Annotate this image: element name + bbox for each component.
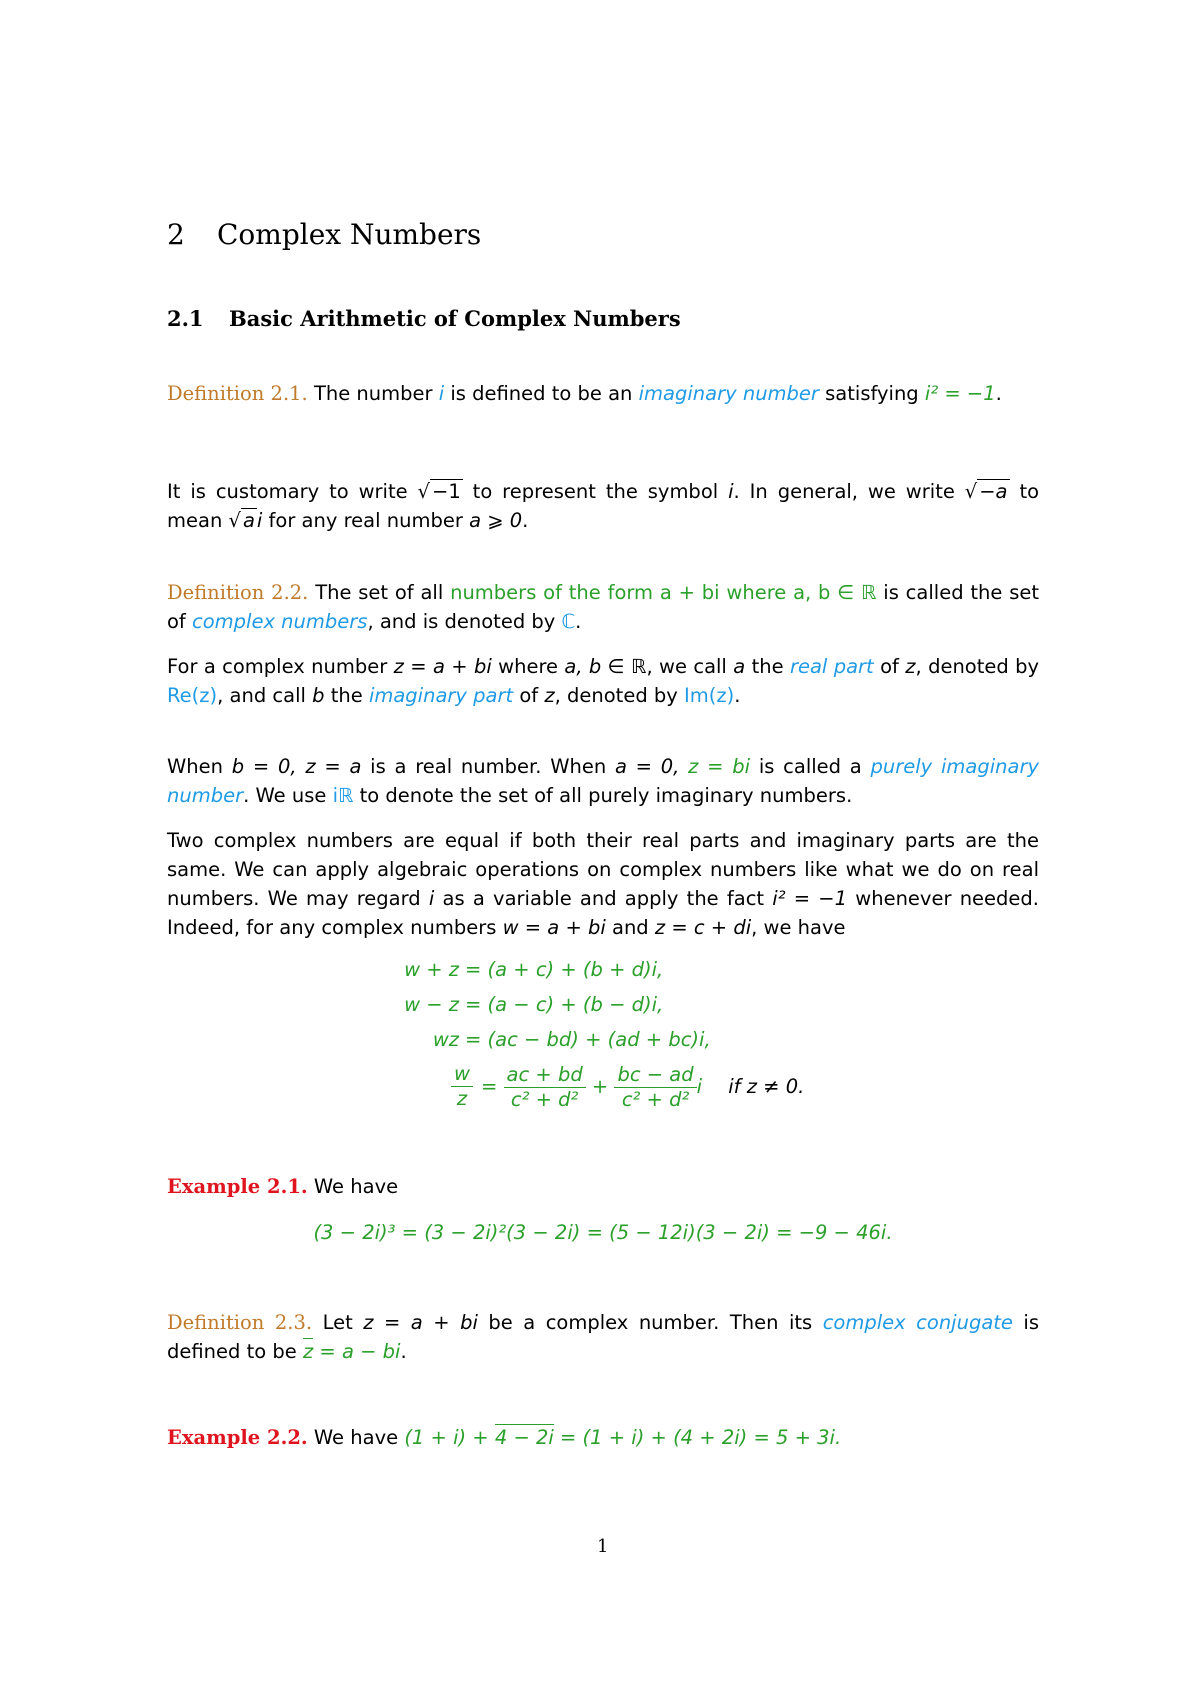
definition-2-1	[167, 379, 1039, 408]
radical-a-i: √ a i	[228, 509, 263, 532]
notation-re: Re(z)	[167, 684, 218, 707]
example-heading: Example 2.2.	[167, 1426, 308, 1449]
equation: = a − bi	[319, 1340, 401, 1363]
radicand: −1	[431, 480, 461, 503]
math: z = a + bi	[393, 655, 492, 678]
term-real-part: real part	[789, 655, 874, 678]
conjugate-z: z	[302, 1340, 314, 1363]
radicand: −a	[979, 480, 1008, 503]
text: .	[575, 610, 582, 633]
text: where	[498, 655, 559, 678]
symbol-imaginary-set: iℝ	[332, 784, 354, 807]
text: , and is denoted by	[367, 610, 556, 633]
fraction-numerator: bc − ad	[614, 1063, 696, 1088]
text: When	[167, 755, 223, 778]
radicand: a	[242, 509, 255, 532]
text: to mean	[167, 480, 1040, 532]
text: . In general, we write	[733, 480, 955, 503]
text: is a real number. When	[370, 755, 607, 778]
text: It is customary to write	[167, 480, 408, 503]
equation-lhs: w + z	[404, 958, 459, 981]
text: is called the set of	[167, 581, 1039, 633]
example-2-1	[167, 1172, 1039, 1201]
text: The set of all	[315, 581, 444, 604]
math: i² = −1	[772, 887, 848, 910]
fraction-numerator: ac + bd	[504, 1063, 586, 1088]
subsection-number: 2.1	[167, 306, 204, 331]
text: We have	[313, 1175, 399, 1198]
text: , denoted by	[915, 655, 1040, 678]
symbol-i: i	[438, 382, 445, 405]
text: satisfying	[825, 382, 919, 405]
fraction-numerator: w	[451, 1062, 473, 1087]
subsection-title: Basic Arithmetic of Complex Numbers	[229, 306, 681, 331]
math: z	[544, 684, 555, 707]
equation-quotient-lhs	[451, 1062, 473, 1111]
paragraph-real-imaginary-part	[167, 652, 1039, 710]
equation-rhs: = (a + c) + (b + d)i,	[465, 958, 664, 981]
math: b = 0, z = a	[231, 755, 362, 778]
equation-rhs: = (a − c) + (b − d)i,	[465, 993, 664, 1016]
text: , we have	[751, 916, 846, 939]
fraction-denominator: c² + d²	[621, 1088, 690, 1111]
term-complex-conjugate: complex conjugate	[822, 1311, 1013, 1334]
equation-part: = (1 + i) + (4 + 2i) = 5 + 3i.	[560, 1426, 842, 1449]
text: Two complex numbers are equal if both their real parts and imaginary parts are the same. We can apply algebraic operations on complex numbers like what we do on real numbers. We may regard	[167, 829, 1039, 910]
highlight-form: numbers of the form a + bi where a, b ∈ ℝ	[450, 581, 877, 604]
text: of	[519, 684, 539, 707]
text: We have	[313, 1426, 399, 1449]
math: a	[733, 655, 746, 678]
notation-im: Im(z)	[684, 684, 735, 707]
math: i	[428, 887, 435, 910]
definition-2-3	[167, 1308, 1039, 1366]
math: a = 0,	[614, 755, 680, 778]
text: is defined to be	[167, 1311, 1039, 1363]
text: , we call	[646, 655, 727, 678]
text: is called a	[758, 755, 862, 778]
example-2-1-equation	[167, 1218, 1039, 1247]
paragraph-square-root	[167, 477, 1039, 535]
text: to represent the symbol	[472, 480, 719, 503]
section-title: Complex Numbers	[217, 218, 482, 251]
text: as a variable and apply the fact	[442, 887, 765, 910]
symbol-i: i	[696, 1075, 703, 1098]
arithmetic-equations	[167, 958, 1039, 1138]
text: and	[612, 916, 649, 939]
math: z = a + bi	[363, 1311, 478, 1334]
math: z = c + di	[654, 916, 752, 939]
math: b	[312, 684, 325, 707]
text: of	[880, 655, 899, 678]
equation-condition: if z ≠ 0.	[728, 1075, 805, 1098]
text: , and call	[217, 684, 306, 707]
paragraph-arithmetic	[167, 826, 1039, 942]
text: whenever needed. Indeed, for any complex numbers	[167, 887, 1039, 939]
math: z	[905, 655, 916, 678]
text: .	[400, 1340, 407, 1363]
term-complex-numbers: complex numbers	[192, 610, 368, 633]
text: the	[330, 684, 363, 707]
text: . We use	[243, 784, 327, 807]
equation-part: (1 + i) +	[404, 1426, 489, 1449]
text: , denoted by	[554, 684, 678, 707]
text: The number	[313, 382, 433, 405]
section-number: 2	[167, 218, 185, 251]
text: .	[522, 509, 529, 532]
definition-heading: Definition 2.1.	[167, 382, 308, 405]
text: be a complex number. Then its	[488, 1311, 813, 1334]
subsection-heading	[167, 306, 681, 331]
definition-heading: Definition 2.3.	[167, 1311, 313, 1334]
text: For a complex number	[167, 655, 388, 678]
condition: a ⩾ 0	[469, 509, 523, 532]
term-purely-imaginary-number: purely imaginary number	[167, 755, 1040, 807]
text: .	[995, 382, 1002, 405]
math: a, b ∈ ℝ	[564, 655, 647, 678]
term-imaginary-number: imaginary number	[638, 382, 819, 405]
conjugate-term: 4 − 2i	[494, 1426, 554, 1449]
equation-i-squared: i² = −1	[924, 382, 996, 405]
example-2-2	[167, 1423, 1039, 1452]
radical-neg-a: √ −a	[964, 480, 1008, 503]
text: is defined to be an	[450, 382, 633, 405]
plus-sign: +	[591, 1075, 609, 1098]
text: Let	[322, 1311, 353, 1334]
symbol-complex-set: ℂ	[561, 610, 576, 633]
equation-quotient-rhs	[481, 1062, 804, 1112]
term-imaginary-part: imaginary part	[368, 684, 514, 707]
text: to denote the set of all purely imaginary numbers.	[359, 784, 853, 807]
equation-lhs: w − z	[404, 993, 459, 1016]
section-heading	[167, 218, 481, 251]
text: for any real number	[268, 509, 463, 532]
symbol-i: i	[256, 509, 263, 532]
radical-neg-one: √ −1	[417, 480, 461, 503]
page-number: 1	[597, 1536, 609, 1557]
equation: (3 − 2i)³ = (3 − 2i)²(3 − 2i) = (5 − 12i)(3 − 2i) = −9 − 46i.	[313, 1221, 893, 1244]
symbol-i: i	[728, 480, 734, 503]
example-heading: Example 2.1.	[167, 1175, 308, 1198]
definition-2-2	[167, 578, 1039, 636]
math: w = a + bi	[502, 916, 606, 939]
text: the	[751, 655, 784, 678]
fraction-denominator: z	[456, 1087, 468, 1110]
definition-heading: Definition 2.2.	[167, 581, 309, 604]
text: .	[734, 684, 741, 707]
equation-lhs: wz	[432, 1028, 459, 1051]
equation-rhs: = (ac − bd) + (ad + bc)i,	[465, 1028, 711, 1051]
paragraph-purely-imaginary	[167, 752, 1039, 810]
equals-sign: =	[481, 1075, 498, 1098]
fraction-denominator: c² + d²	[510, 1088, 579, 1111]
highlight-z-bi: z = bi	[688, 755, 751, 778]
